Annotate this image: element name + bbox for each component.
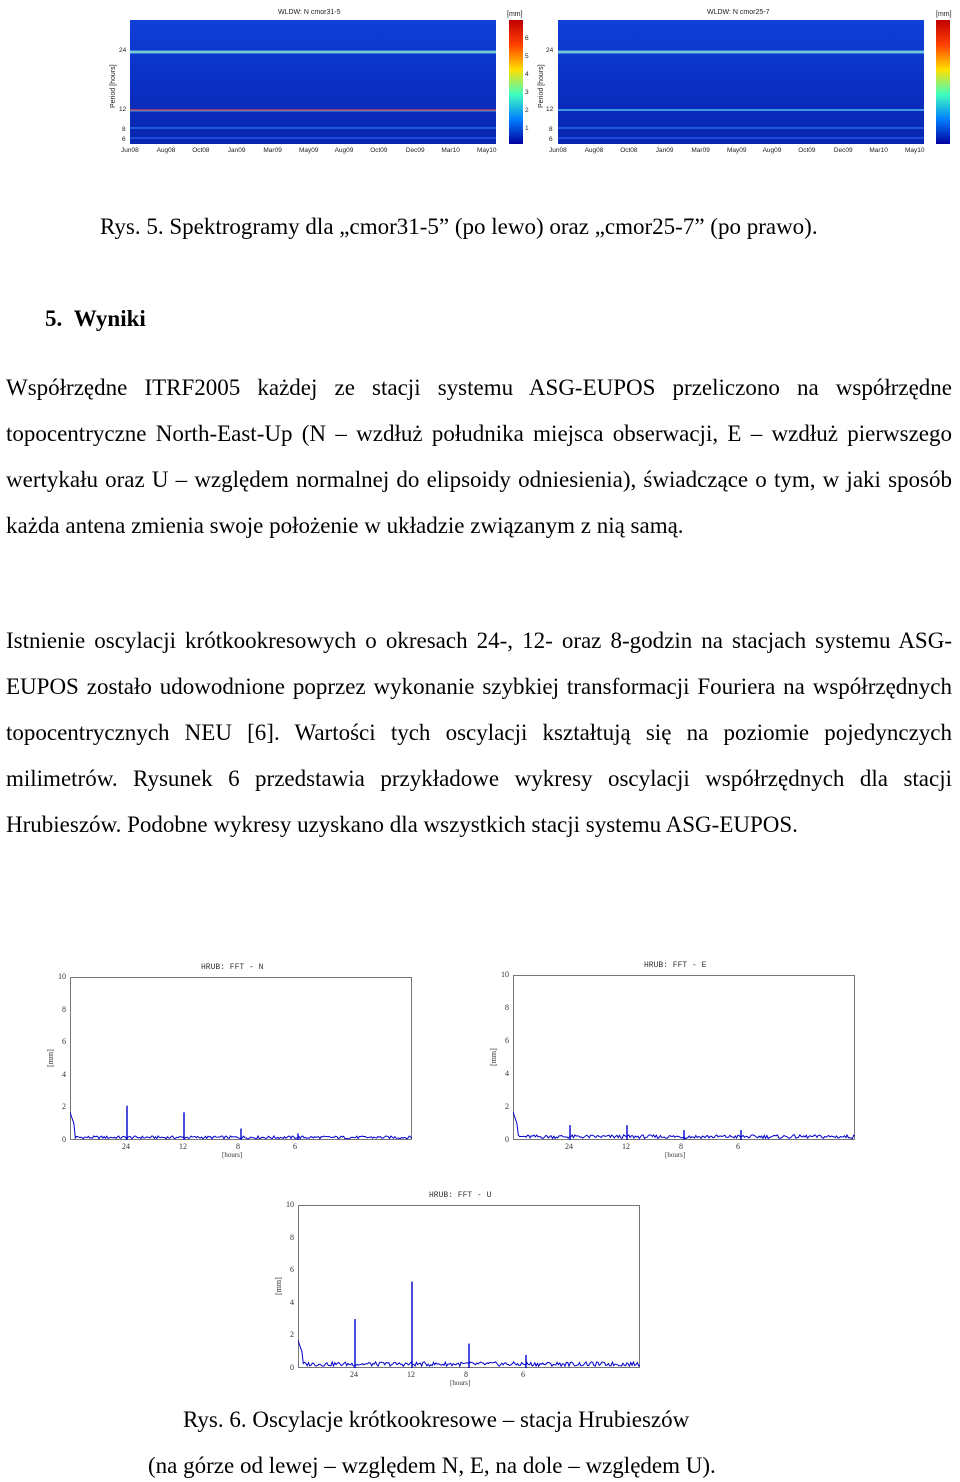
spectrogram-left-ytick: 24 <box>119 47 127 54</box>
spectrogram-xtick: May10 <box>477 147 497 154</box>
spectrogram-xtick: May10 <box>905 147 925 154</box>
fft-chart-title: HRUB: FFT - U <box>429 1191 492 1200</box>
spectrogram-left-cbar-tick: 6 <box>525 35 529 42</box>
fft-chart-ylabel: [mm] <box>274 1276 283 1295</box>
spectrogram-left-cbar-tick: 1 <box>525 125 529 132</box>
fft-chart-ytick: 2 <box>505 1102 509 1111</box>
spectrogram-xtick: Mar09 <box>263 147 282 154</box>
spectrogram-left-colorbar <box>509 20 523 144</box>
fft-chart-ytick: 0 <box>505 1135 509 1144</box>
spectrogram-left-title: WLDW: N cmor31-5 <box>278 9 341 16</box>
spectrogram-xtick: Mar10 <box>441 147 460 154</box>
fft-chart-ytick: 10 <box>58 972 66 981</box>
fft-chart-ytick: 6 <box>62 1037 66 1047</box>
fft-chart-ytick: 6 <box>290 1265 294 1275</box>
spectrogram-xtick: Jun08 <box>549 147 567 154</box>
figure-5-caption: Rys. 5. Spektrogramy dla „cmor31-5” (po lewo) oraz „cmor25-7” (po prawo). <box>100 214 818 239</box>
spectrogram-right-ytick: 24 <box>546 47 554 54</box>
fft-chart-ytick: 0 <box>62 1135 66 1144</box>
spectrogram-right-ytick: 12 <box>546 106 554 113</box>
fft-chart-ytick: 8 <box>290 1232 294 1242</box>
fft-chart-xtick: 8 <box>236 1142 240 1151</box>
spectrogram-left-ytick: 12 <box>119 106 127 113</box>
spectrogram-left-cbar-tick: 4 <box>525 71 529 78</box>
spectrogram-left-ylabel: Period [hours] <box>110 64 117 108</box>
fft-chart-ytick: 4 <box>505 1069 509 1078</box>
section-number: 5. <box>45 306 63 331</box>
fft-chart-ytick: 8 <box>505 1003 509 1012</box>
fft-chart-xlabel: [hours] <box>222 1151 243 1159</box>
spectrogram-xtick: Mar09 <box>691 147 710 154</box>
spectrogram-left-ytick: 8 <box>122 126 126 133</box>
spectrogram-right-ylabel: Period [hours] <box>538 64 545 108</box>
spectrogram-left-cbar-tick: 3 <box>525 89 529 96</box>
spectrogram-left-plot <box>130 20 496 144</box>
paragraph-2: Istnienie oscylacji krótkookresowych o okresach 24-, 12- oraz 8-godzin na stacjach systemu ASG-EUPOS zostało udowodnione poprzez wykonanie szybkiej transformacji Fouriera na współrzędnych topocentrycznych NEU [6]. Wartości tych oscylacji kształtują się na poziomie pojedynczych milimetrów. Rysunek 6 przedstawia przykładowe wykresy oscylacji współrzędnych dla stacji Hrubieszów. Podobne wykresy uzyskano dla wszystkich stacji systemu ASG-EUPOS. <box>6 628 952 837</box>
fft-chart-xtick: 12 <box>179 1142 187 1151</box>
spectrogram-xtick: Aug09 <box>762 147 782 154</box>
fft-chart-xtick: 8 <box>679 1142 683 1151</box>
spectrogram-xtick: Mar10 <box>869 147 888 154</box>
spectrogram-right-title: WLDW: N cmor25-7 <box>707 9 770 16</box>
spectrogram-left-cbar-tick: 5 <box>525 53 529 60</box>
fft-chart-svg <box>298 1205 640 1368</box>
fft-chart-xtick: 6 <box>521 1370 525 1379</box>
fft-chart-svg <box>513 975 855 1140</box>
fft-chart-title: HRUB: FFT - N <box>201 963 264 972</box>
fft-chart-xtick: 6 <box>293 1142 297 1151</box>
spectrogram-left-cbar-tick: 2 <box>525 107 529 114</box>
fft-chart-ytick: 8 <box>62 1004 66 1014</box>
fft-chart-ylabel: [mm] <box>489 1047 498 1066</box>
spectrogram-xtick: Oct09 <box>370 147 388 154</box>
spectrogram-right-ytick: 8 <box>549 126 553 133</box>
spectrogram-xtick: Jan09 <box>655 147 674 154</box>
spectrogram-xtick: Aug08 <box>584 147 604 154</box>
spectrogram-xtick: May09 <box>727 147 747 154</box>
spectrogram-right-unit: [mm] <box>936 11 952 18</box>
spectrogram-xtick: Oct09 <box>798 147 816 154</box>
fft-chart-xtick: 24 <box>122 1142 130 1151</box>
paragraph-1: Współrzędne ITRF2005 każdej ze stacji systemu ASG-EUPOS przeliczono na współrzędne topocentryczne North-East-Up (N – wzdłuż południka miejsca obserwacji, E – wzdłuż pierwszego wertykału oraz U – względem normalnej do elipsoidy odniesienia), świadczące o tym, w jaki sposób każda antena zmienia swoje położenie w układzie związanym z nią samą. <box>6 375 952 538</box>
section-title: Wyniki <box>73 306 146 331</box>
spectrogram-xtick: Jan09 <box>227 147 246 154</box>
fft-chart-xtick: 12 <box>622 1142 630 1151</box>
spectrogram-right-colorbar <box>936 20 950 144</box>
fft-chart-xtick: 12 <box>407 1370 415 1379</box>
fft-chart-xtick: 24 <box>565 1142 573 1151</box>
figure-6-caption-line2: (na górze od lewej – względem N, E, na dole – względem U). <box>148 1453 716 1478</box>
fft-chart-ytick: 4 <box>290 1297 294 1307</box>
fft-chart-ytick: 10 <box>501 970 509 979</box>
spectrogram-xtick: Dec09 <box>405 147 425 154</box>
fft-chart-svg <box>70 977 412 1140</box>
fft-chart-xlabel: [hours] <box>665 1151 686 1159</box>
fft-chart-ytick: 0 <box>290 1363 294 1372</box>
fft-chart-xtick: 6 <box>736 1142 740 1151</box>
spectrogram-xtick: Dec09 <box>833 147 853 154</box>
spectrogram-left-unit: [mm] <box>507 11 523 18</box>
fft-chart-ytick: 4 <box>62 1069 66 1079</box>
fft-chart-xtick: 24 <box>350 1370 358 1379</box>
spectrogram-xtick: Jun08 <box>121 147 139 154</box>
spectrogram-right-ytick: 6 <box>549 136 553 143</box>
fft-chart-title: HRUB: FFT - E <box>644 961 707 970</box>
spectrogram-right-plot <box>558 20 924 144</box>
fft-chart-ytick: 10 <box>286 1200 294 1209</box>
spectrogram-xtick: Oct08 <box>620 147 638 154</box>
spectrogram-xtick: Aug09 <box>334 147 354 154</box>
spectrogram-xtick: Oct08 <box>192 147 210 154</box>
spectrogram-xtick: Aug08 <box>156 147 176 154</box>
fft-chart-xlabel: [hours] <box>450 1379 471 1387</box>
figure-6-caption-line1: Rys. 6. Oscylacje krótkookresowe – stacja Hrubieszów <box>183 1407 690 1432</box>
spectrogram-xtick: May09 <box>299 147 319 154</box>
fft-chart-ytick: 6 <box>505 1036 509 1045</box>
fft-chart-ytick: 2 <box>290 1330 294 1340</box>
fft-chart-xtick: 8 <box>464 1370 468 1379</box>
spectrogram-left-ytick: 6 <box>122 136 126 143</box>
section-heading <box>45 306 146 332</box>
fft-chart-ytick: 2 <box>62 1102 66 1112</box>
fft-chart-ylabel: [mm] <box>46 1048 55 1067</box>
